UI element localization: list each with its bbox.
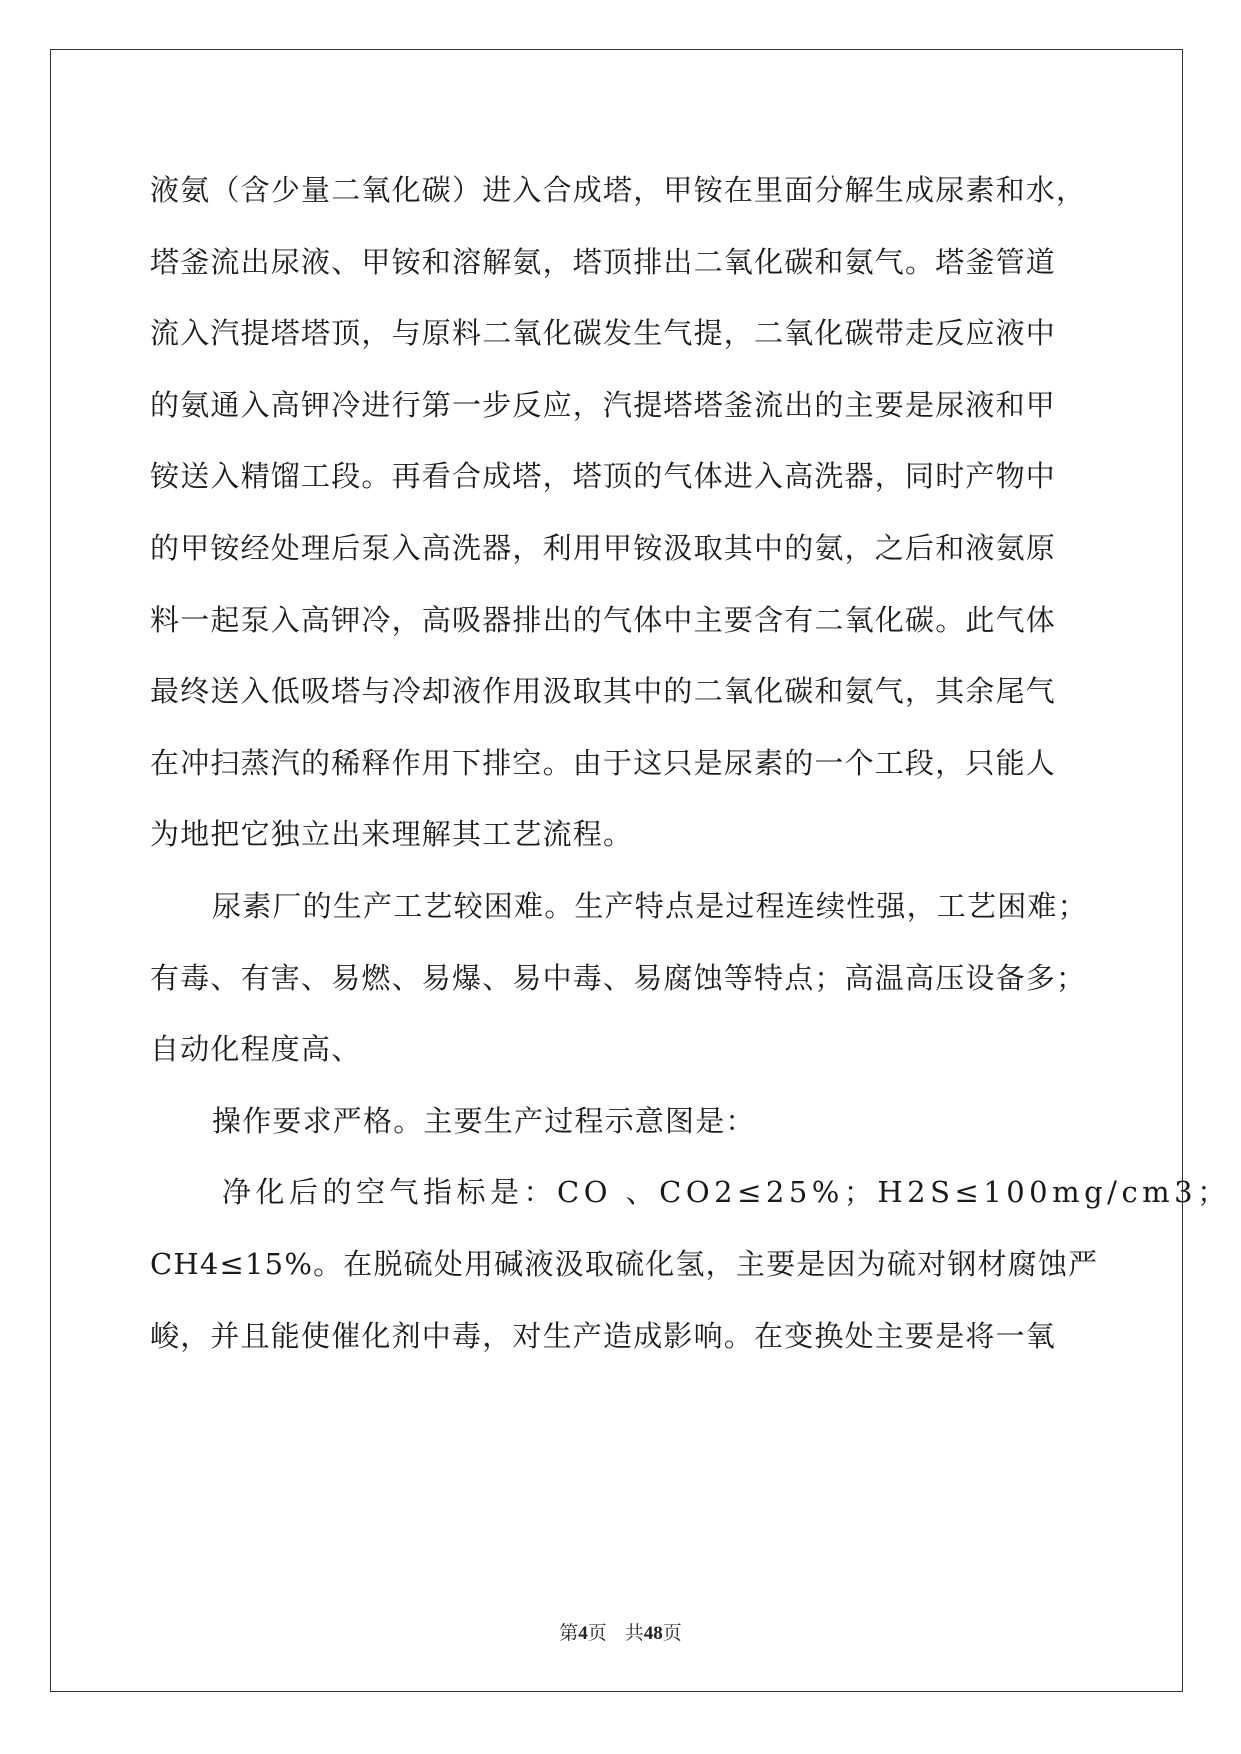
footer-prefix: 第 xyxy=(559,1623,579,1644)
footer-page-word: 页 xyxy=(587,1623,607,1644)
paragraph-start-line: 尿素厂的生产工艺较困难。生产特点是过程连续性强，工艺困难； xyxy=(212,888,1088,923)
text-line: 自动化程度高、 xyxy=(150,1032,362,1067)
text-line: 有毒、有害、易燃、易爆、易中毒、易腐蚀等特点；高温高压设备多； xyxy=(150,960,1087,995)
text-line: CH4≤15%。在脱硫处用碱液汲取硫化氢，主要是因为硫对钢材腐蚀严 xyxy=(150,1246,1099,1281)
text-line: 铵送入精馏工段。再看合成塔，塔顶的气体进入高洗器，同时产物中 xyxy=(150,459,1057,494)
text-line: 在冲扫蒸汽的稀释作用下排空。由于这只是尿素的一个工段，只能人 xyxy=(150,745,1057,780)
text-line: 峻，并且能使催化剂中毒，对生产造成影响。在变换处主要是将一氧 xyxy=(150,1318,1057,1353)
text-line: 流入汽提塔塔顶，与原料二氧化碳发生气提，二氧化碳带走反应液中 xyxy=(150,316,1057,351)
paragraph-start-line: 净化后的空气指标是：CO 、CO2≤25%；H2S≤100mg/cm3； xyxy=(222,1175,1231,1210)
footer-total-prefix: 共 xyxy=(624,1623,644,1644)
paragraph-start-line: 操作要求严格。主要生产过程示意图是： xyxy=(212,1103,756,1138)
total-page-count: 48 xyxy=(643,1623,663,1644)
text-line: 料一起泵入高钾冷，高吸器排出的气体中主要含有二氧化碳。此气体 xyxy=(150,602,1057,637)
page-number-footer xyxy=(0,1618,1241,1645)
document-body xyxy=(150,155,1231,1372)
current-page-number: 4 xyxy=(578,1623,588,1644)
text-line: 塔釜流出尿液、甲铵和溶解氨，塔顶排出二氧化碳和氨气。塔釜管道 xyxy=(150,244,1057,279)
footer-total-suffix: 页 xyxy=(662,1623,682,1644)
text-line: 的甲铵经处理后泵入高洗器，利用甲铵汲取其中的氨，之后和液氨原 xyxy=(150,530,1057,565)
text-line: 最终送入低吸塔与冷却液作用汲取其中的二氧化碳和氨气，其余尾气 xyxy=(150,674,1057,709)
text-line: 为地把它独立出来理解其工艺流程。 xyxy=(150,817,634,852)
text-line: 的氨通入高钾冷进行第一步反应，汽提塔塔釜流出的主要是尿液和甲 xyxy=(150,387,1057,422)
text-line: 液氨（含少量二氧化碳）进入合成塔，甲铵在里面分解生成尿素和水， xyxy=(150,173,1087,207)
